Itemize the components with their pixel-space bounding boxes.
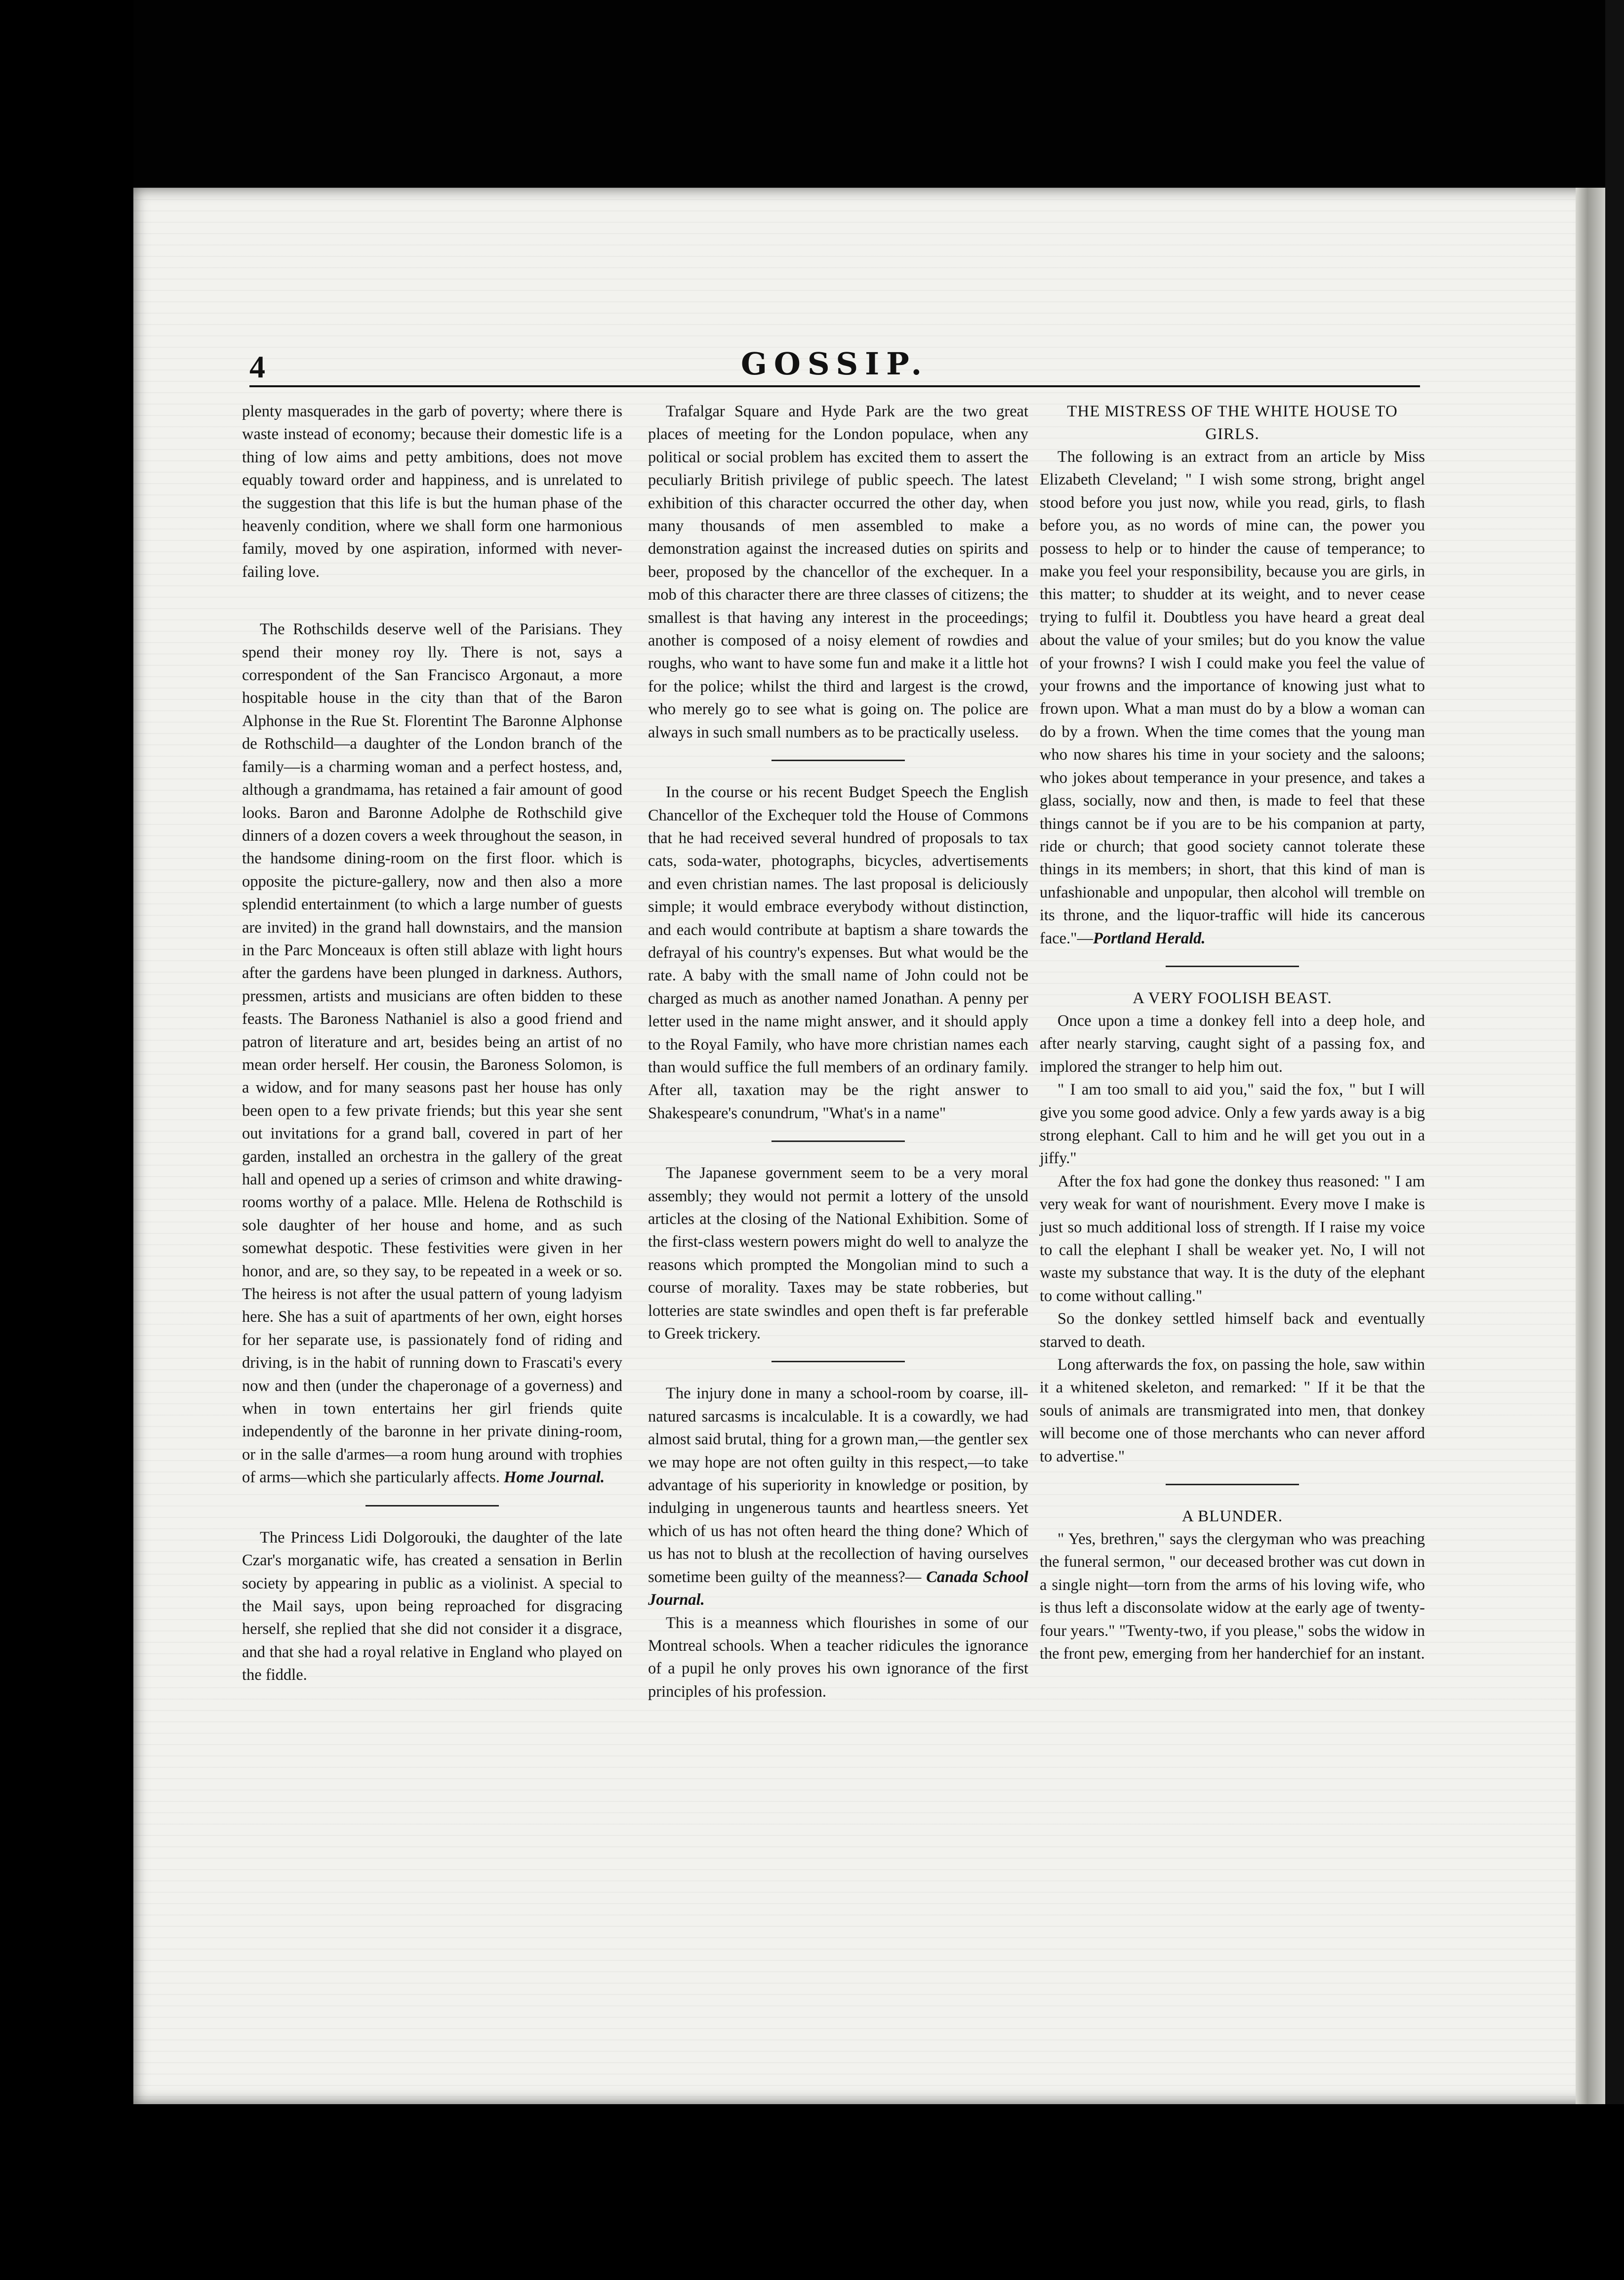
- right-border: [1605, 0, 1624, 2280]
- spacer: [242, 583, 622, 618]
- article-paragraph: plenty masquerades in the garb of poverty; where there is waste instead of economy; because their domestic life is a thing of low aims and petty ambitions, does not move equably toward order and happiness, and is unrelated to the suggestion that this life is but the human phase of the heavenly condition, where we shall form one harmonious family, moved by one aspiration, informed with never-failing love.: [242, 403, 622, 581]
- article-heading: THE MISTRESS OF THE WHITE HOUSE TO GIRLS.: [1067, 403, 1398, 443]
- section-divider: [1166, 1484, 1299, 1485]
- article-heading: A BLUNDER.: [1181, 1507, 1283, 1526]
- page-header: [249, 346, 1420, 385]
- article-heading: A VERY FOOLISH BEAST.: [1133, 989, 1332, 1007]
- donkey-paragraph: After the fox had gone the donkey thus reasoned: " I am very weak for want of nourishment. Every move I make is just so much additional loss of strength. If I raise my voice to call the elephant I shall be weaker yet. No, I will not waste my substance that way. It is the duty of the elephant to come without calling.": [1040, 1172, 1425, 1305]
- column-2: [648, 400, 1028, 1703]
- section-divider: [771, 1140, 905, 1142]
- section-divider: [365, 1505, 499, 1506]
- source-credit: Home Journal.: [504, 1468, 605, 1487]
- column-1: [242, 400, 622, 1687]
- montreal-schools-paragraph: This is a meanness which flourishes in some of our Montreal schools. When a teacher ridicules the ignorance of a pupil he only proves his own ignorance of the first principles of his profession.: [648, 1614, 1028, 1701]
- header-rule: [249, 385, 1420, 387]
- masthead-title: GOSSIP.: [740, 346, 929, 382]
- source-credit: Portland Herald.: [1093, 929, 1206, 947]
- trafalgar-article: Trafalgar Square and Hyde Park are the two great places of meeting for the London populace, when any political or social problem has excited them to assert the peculiarly British privilege of public speech. The latest exhibition of this character occurred the other day, when many thousands of men assembled to make a demonstration against the increased duties on spirits and beer, proposed by the chancellor of the exchequer. In a mob of this character there are three classes of citizens; the smallest is that having any interest in the proceedings; another is composed of a noisy element of rowdies and roughs, who want to have some fun and make it a little hot for the police; whilst the third and largest is the crowd, who merely go to see what is going on. The police are always in such small numbers as to be practically useless.: [648, 403, 1028, 741]
- bottom-border: [0, 2104, 1624, 2280]
- page-number: 4: [249, 349, 265, 384]
- budget-speech-article: In the course or his recent Budget Speech the English Chancellor of the Exchequer told the House of Commons that he had received several hundred of proposals to tax cats, soda-water, photographs, bicycles, advertisements and even christian names. The last proposal is deliciously simple; it would embrace everybody without distinction, and each would contribute at baptism a share towards the defrayal of his country's expenses. But what would be the rate. A baby with the small name of John could not be charged as much as another named Jonathan. A penny per letter used in the name might answer, and it should apply to the Royal Family, who have more christian names each than would suffice the full members of an ordinary family. After all, taxation may be the right answer to Shakespeare's conundrum, "What's in a name": [648, 783, 1028, 1122]
- column-3: [1040, 400, 1425, 1666]
- section-divider: [771, 760, 905, 761]
- donkey-paragraph: So the donkey settled himself back and eventually starved to death.: [1040, 1310, 1425, 1351]
- japanese-lottery-article: The Japanese government seem to be a very moral assembly; they would not permit a lottery of the unsold articles at the closing of the National Exhibition. Some of the first-class western powers might do well to analyze the reasons which prompted the Mongolian mind to such a course of morality. Taxes may be state robberies, but lotteries are state swindles and open theft is far preferable to Greek trickery.: [648, 1164, 1028, 1343]
- section-divider: [1166, 966, 1299, 967]
- dolgorouki-article: The Princess Lidi Dolgorouki, the daughter of the late Czar's morganatic wife, has created a sensation in Berlin society by appearing in public as a violinist. A special to the Mail says, upon being reproached for disgracing herself, she replied that she did not consider it a disgrace, and that she had a royal relative in England who played on the fiddle.: [242, 1528, 622, 1684]
- source-credit: Canada School Journal.: [648, 1568, 1029, 1609]
- top-border: [0, 0, 1624, 188]
- donkey-paragraph: " I am too small to aid you," said the fox, " but I will give you some good advice. Only a few yards away is a big strong elephant. Call to him and he will get you out in a jiffy.": [1040, 1081, 1425, 1168]
- left-border: [0, 0, 133, 2280]
- page-fold-edge: [1576, 188, 1605, 2104]
- donkey-paragraph: Long afterwards the fox, on passing the hole, saw within it a whitened skeleton, and remarked: " If it be that the souls of animals are transmigrated into men, that donkey will become one of those merchants who can never afford to advertise.": [1040, 1356, 1425, 1466]
- white-house-article: The following is an extract from an article by Miss Elizabeth Cleveland; " I wish some strong, bright angel stood before you just now, while you read, girls, to flash before you, as no words of mine can, the power you possess to help or to hinder the cause of temperance; to make you feel your responsibility, because you are girls, in this matter; to shudder at its weight, and to never cease trying to fulfil it. Doubtless you have heard a great deal about the value of your smiles; but do you know the value of your frowns? I wish I could make you feel the value of your frowns and the importance of knowing just what to frown upon. What a man must do by a blow a woman can do by a frown. When the time comes that the young man who now shares his time in your society and the saloons; who jokes about temperance in your presence, and takes a glass, socially, now and then, is made to feel that these things cannot be if you are to be his companion at party, ride or church; that good society cannot tolerate these things in its members; in short, that this kind of man is unfashionable and unpopular, then alcohol will tremble on its throne, and the liquor-traffic will hide its cancerous face."—Portland Herald.: [1040, 448, 1425, 947]
- rothschild-article: The Rothschilds deserve well of the Parisians. They spend their money roy lly. There is not, says a correspondent of the San Francisco Argonaut, a more hospitable house in the city than that of the Baron Alphonse in the Rue St. Florentint The Baronne Alphonse de Rothschild—a daughter of the London branch of the family—is a charming woman and a perfect hostess, and, although a grandmama, has retained a fair amount of good looks. Baron and Baronne Adolphe de Rothschild give dinners of a dozen covers a week throughout the season, in the handsome dining-room on the first floor. which is opposite the picture-gallery, now and then also a more splendid entertainment (to which a large number of guests are invited) in the grand hall downstairs, and the mansion in the Parc Monceaux is often still ablaze with light hours after the gardens have been plunged in darkness. Authors, pressmen, artists and musicians are often bidden to these feasts. The Baroness Nathaniel is also a good friend and patron of literature and art, besides being an artist of no mean order herself. Her cousin, the Baroness Solomon, is a widow, and for many seasons past her house has only been open to a few private friends; but this year she sent out invitations for a grand ball, covered in part of her garden, installed an orchestra in the gallery of the great hall and opened up a series of crimson and white drawing-rooms worthy of a palace. Mlle. Helena de Rothschild is sole daughter of her house and home, and as such somewhat despotic. These festivities were given in her honor, and are, so they say, to be repeated in a week or so. The heiress is not after the usual pattern of young ladyism here. She has a suit of apartments of her own, eight horses for her separate use, is passionately fond of riding and driving, is in the habit of running down to Frascati's every now and then (under the chaperonage of a governess) and when in town entertains her girl friends quite independently of the baronne in her private dining-room, or in the salle d'armes—a room hung around with trophies of arms—which she particularly affects. Home Journal.: [242, 620, 622, 1487]
- school-sarcasm-article: The injury done in many a school-room by coarse, ill-natured sarcasms is incalculable. It is a cowardly, we had almost said brutal, thing for a grown man,—the gentler sex we may hope are not often guilty in this respect,—to take advantage of his superiority in knowledge or position, by indulging in ungenerous taunts and heartless sneers. Yet which of us has not often heard the thing done? Which of us has not to blush at the recollection of having ourselves sometime been guilty of the meanness?— Canada School Journal.: [648, 1384, 1029, 1609]
- blunder-paragraph: " Yes, brethren," says the clergyman who was preaching the funeral sermon, " our deceased brother was cut down in a single night—torn from the arms of his loving wife, who is thus left a disconsolate widow at the early age of twenty-four years." "Twenty-two, if you please," sobs the widow in the front pew, emerging from her handerchief for an instant.: [1040, 1530, 1425, 1663]
- section-divider: [771, 1361, 905, 1362]
- donkey-paragraph: Once upon a time a donkey fell into a deep hole, and after nearly starving, caught sight of a passing fox, and implored the stranger to help him out.: [1040, 1012, 1425, 1076]
